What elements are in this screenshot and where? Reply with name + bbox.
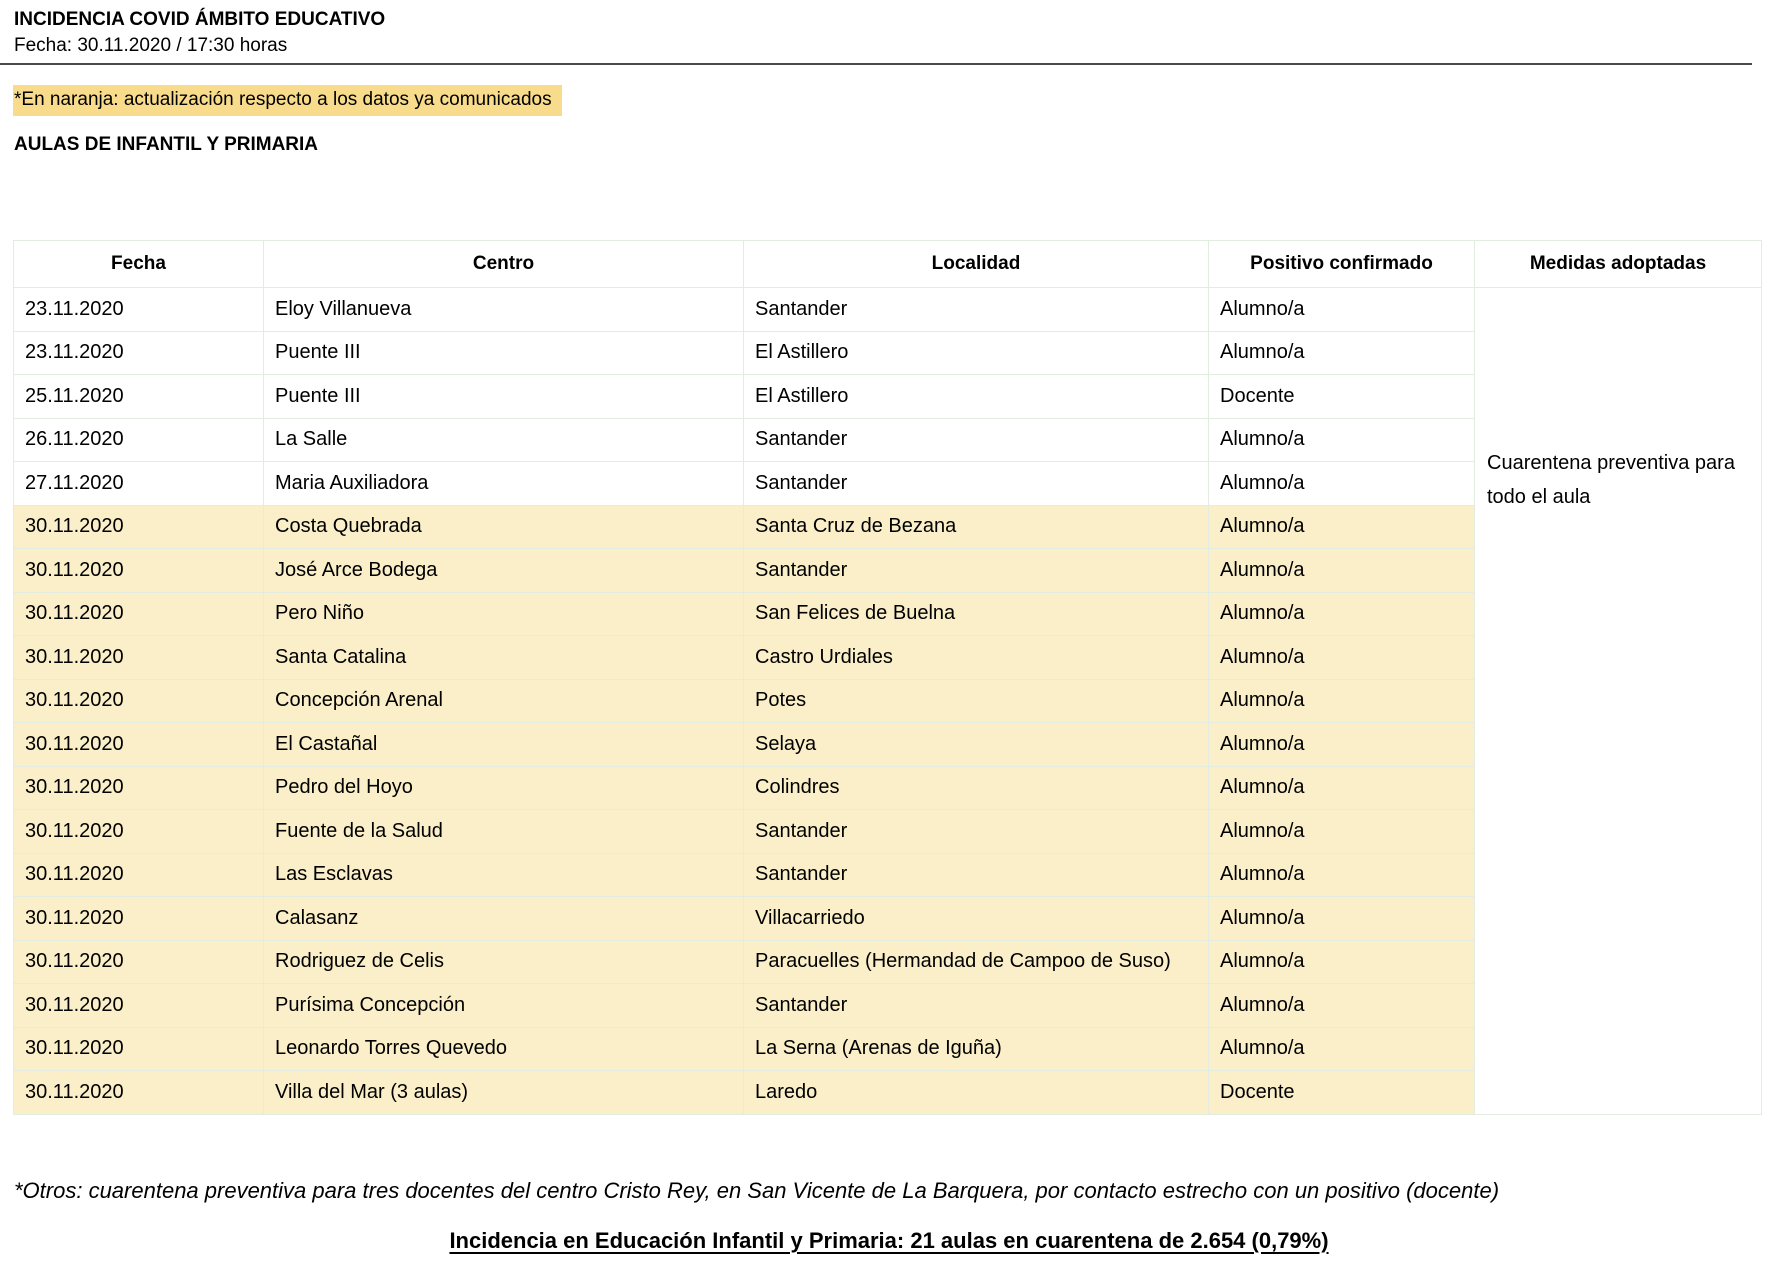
- cell-localidad: Santander: [744, 462, 1209, 506]
- cell-fecha: 30.11.2020: [14, 549, 264, 593]
- column-header-localidad: Localidad: [744, 241, 1209, 288]
- cell-positivo: Alumno/a: [1209, 766, 1475, 810]
- summary-line: Incidencia en Educación Infantil y Primaria: 21 aulas en cuarentena de 2.654 (0,79%): [449, 1228, 1329, 1253]
- cell-positivo: Alumno/a: [1209, 418, 1475, 462]
- cell-centro: Fuente de la Salud: [264, 810, 744, 854]
- cell-centro: Purísima Concepción: [264, 984, 744, 1028]
- page-subtitle: Fecha: 30.11.2020 / 17:30 horas: [14, 35, 288, 56]
- cell-centro: Pero Niño: [264, 592, 744, 636]
- cell-fecha: 30.11.2020: [14, 984, 264, 1028]
- cell-positivo: Alumno/a: [1209, 984, 1475, 1028]
- cell-localidad: Santander: [744, 288, 1209, 332]
- cell-localidad: Santander: [744, 810, 1209, 854]
- cell-localidad: Potes: [744, 679, 1209, 723]
- cell-positivo: Alumno/a: [1209, 940, 1475, 984]
- cell-fecha: 26.11.2020: [14, 418, 264, 462]
- cell-centro: Leonardo Torres Quevedo: [264, 1027, 744, 1071]
- cell-localidad: Selaya: [744, 723, 1209, 767]
- cell-localidad: El Astillero: [744, 331, 1209, 375]
- cell-centro: Villa del Mar (3 aulas): [264, 1071, 744, 1115]
- cell-positivo: Alumno/a: [1209, 897, 1475, 941]
- cell-localidad: Santa Cruz de Bezana: [744, 505, 1209, 549]
- cell-positivo: Alumno/a: [1209, 679, 1475, 723]
- cell-positivo: Alumno/a: [1209, 505, 1475, 549]
- column-header-centro: Centro: [264, 241, 744, 288]
- cell-fecha: 30.11.2020: [14, 636, 264, 680]
- cell-fecha: 30.11.2020: [14, 723, 264, 767]
- cell-fecha: 23.11.2020: [14, 331, 264, 375]
- cell-centro: Santa Catalina: [264, 636, 744, 680]
- cell-fecha: 30.11.2020: [14, 592, 264, 636]
- cell-centro: El Castañal: [264, 723, 744, 767]
- column-header-medidas: Medidas adoptadas: [1475, 241, 1762, 288]
- others-note: *Otros: cuarentena preventiva para tres docentes del centro Cristo Rey, en San Vicente de La Barquera, por contacto estrecho con un positivo (docente): [14, 1178, 1500, 1203]
- section-heading: AULAS DE INFANTIL Y PRIMARIA: [14, 134, 319, 155]
- cell-fecha: 23.11.2020: [14, 288, 264, 332]
- cell-centro: Costa Quebrada: [264, 505, 744, 549]
- cell-localidad: La Serna (Arenas de Iguña): [744, 1027, 1209, 1071]
- cell-positivo: Alumno/a: [1209, 636, 1475, 680]
- cell-fecha: 30.11.2020: [14, 679, 264, 723]
- cell-centro: Las Esclavas: [264, 853, 744, 897]
- cell-positivo: Alumno/a: [1209, 1027, 1475, 1071]
- orange-update-note: *En naranja: actualización respecto a los datos ya comunicados: [13, 85, 562, 116]
- cell-fecha: 30.11.2020: [14, 810, 264, 854]
- table-body: [14, 288, 1762, 1115]
- cell-localidad: Santander: [744, 549, 1209, 593]
- cell-positivo: Alumno/a: [1209, 549, 1475, 593]
- cell-localidad: Colindres: [744, 766, 1209, 810]
- cell-localidad: Santander: [744, 984, 1209, 1028]
- cell-positivo: Alumno/a: [1209, 288, 1475, 332]
- cell-fecha: 30.11.2020: [14, 766, 264, 810]
- cell-fecha: 30.11.2020: [14, 505, 264, 549]
- cell-centro: Puente III: [264, 331, 744, 375]
- cell-centro: Rodriguez de Celis: [264, 940, 744, 984]
- cell-localidad: El Astillero: [744, 375, 1209, 419]
- cell-medidas-merged: Cuarentena preventiva para todo el aula: [1475, 288, 1762, 1115]
- cell-positivo: Alumno/a: [1209, 462, 1475, 506]
- table-header: [14, 241, 1762, 288]
- cell-fecha: 25.11.2020: [14, 375, 264, 419]
- cell-centro: Calasanz: [264, 897, 744, 941]
- table-row: [14, 288, 1762, 332]
- cell-localidad: Santander: [744, 853, 1209, 897]
- cell-positivo: Docente: [1209, 1071, 1475, 1115]
- cell-fecha: 30.11.2020: [14, 853, 264, 897]
- cell-centro: Eloy Villanueva: [264, 288, 744, 332]
- cell-fecha: 30.11.2020: [14, 940, 264, 984]
- cell-localidad: Villacarriedo: [744, 897, 1209, 941]
- cell-fecha: 30.11.2020: [14, 897, 264, 941]
- covid-incidence-table: [13, 240, 1762, 1115]
- cell-centro: Concepción Arenal: [264, 679, 744, 723]
- header-row: [14, 241, 1762, 288]
- cell-localidad: Paracuelles (Hermandad de Campoo de Suso): [744, 940, 1209, 984]
- column-header-fecha: Fecha: [14, 241, 264, 288]
- cell-centro: La Salle: [264, 418, 744, 462]
- cell-fecha: 30.11.2020: [14, 1027, 264, 1071]
- cell-fecha: 27.11.2020: [14, 462, 264, 506]
- cell-localidad: Santander: [744, 418, 1209, 462]
- cell-centro: Maria Auxiliadora: [264, 462, 744, 506]
- cell-positivo: Alumno/a: [1209, 331, 1475, 375]
- cell-localidad: Laredo: [744, 1071, 1209, 1115]
- cell-localidad: San Felices de Buelna: [744, 592, 1209, 636]
- cell-localidad: Castro Urdiales: [744, 636, 1209, 680]
- cell-fecha: 30.11.2020: [14, 1071, 264, 1115]
- column-header-positivo: Positivo confirmado: [1209, 241, 1475, 288]
- divider-line: [0, 63, 1752, 65]
- page-title: INCIDENCIA COVID ÁMBITO EDUCATIVO: [14, 9, 386, 30]
- cell-positivo: Alumno/a: [1209, 810, 1475, 854]
- cell-positivo: Docente: [1209, 375, 1475, 419]
- cell-positivo: Alumno/a: [1209, 853, 1475, 897]
- cell-positivo: Alumno/a: [1209, 723, 1475, 767]
- cell-centro: José Arce Bodega: [264, 549, 744, 593]
- cell-centro: Pedro del Hoyo: [264, 766, 744, 810]
- cell-centro: Puente III: [264, 375, 744, 419]
- cell-positivo: Alumno/a: [1209, 592, 1475, 636]
